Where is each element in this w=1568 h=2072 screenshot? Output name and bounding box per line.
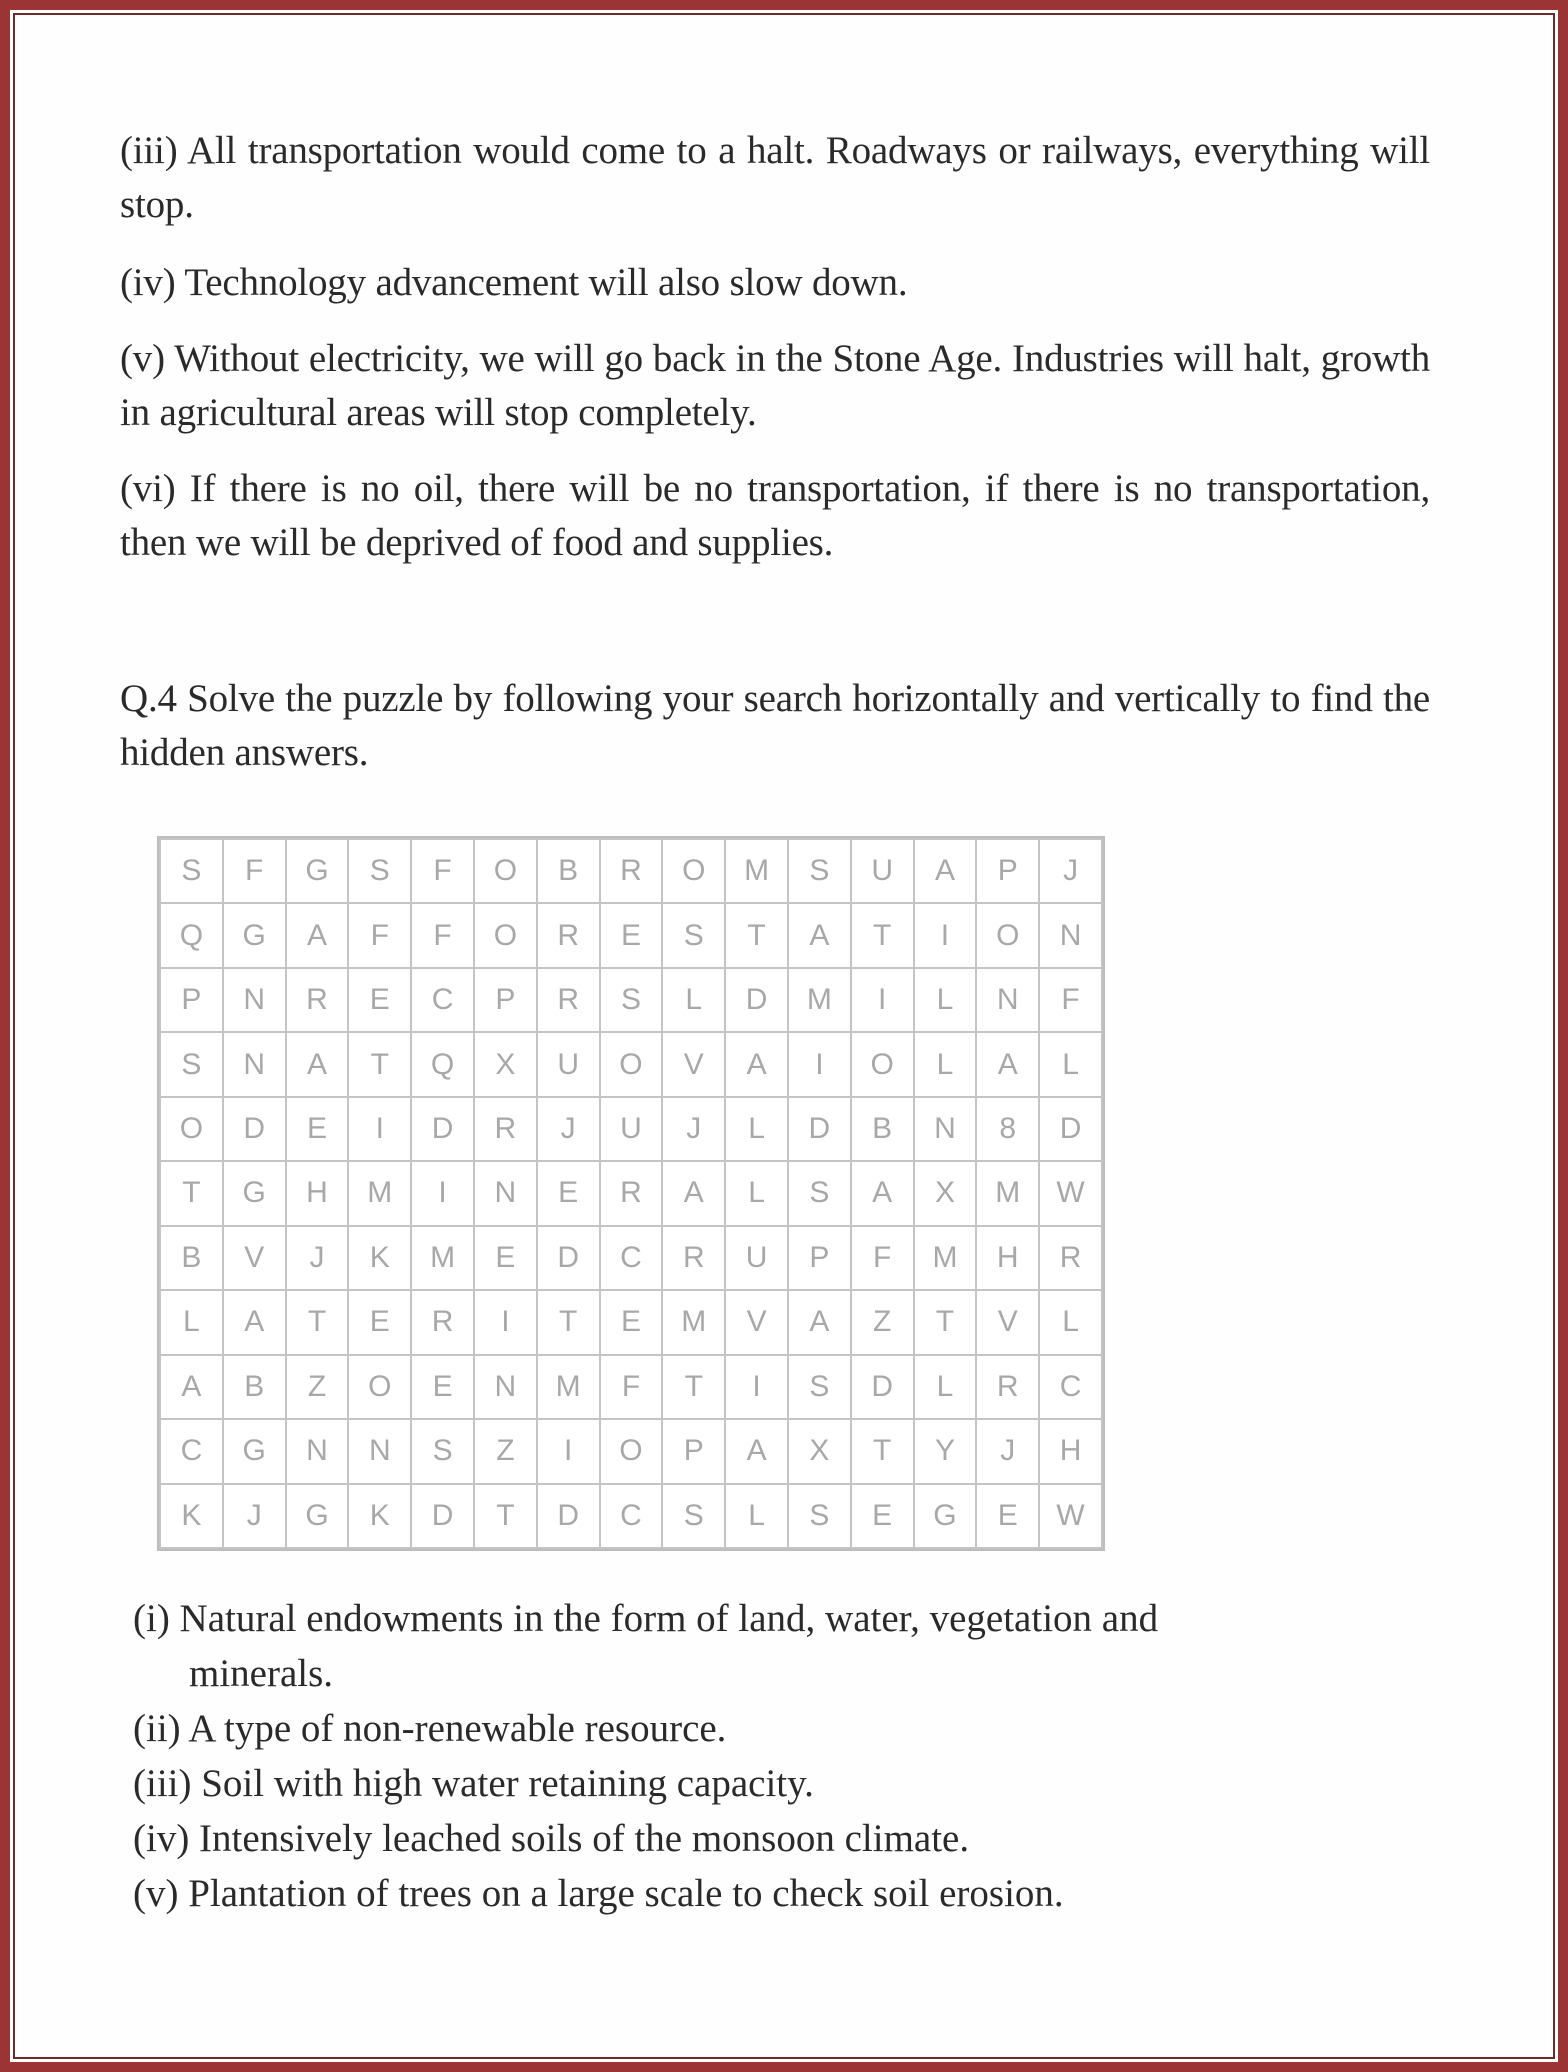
puzzle-cell[interactable]: F — [411, 903, 474, 967]
puzzle-cell[interactable]: S — [160, 839, 223, 903]
puzzle-row — [160, 839, 1102, 903]
answer-vi: (vi) If there is no oil, there will be no transportation, if there is no transportation, then we will be deprived of food and supplies. — [120, 467, 1430, 564]
puzzle-cell[interactable]: F — [851, 1226, 914, 1290]
puzzle-cell[interactable]: S — [662, 1484, 725, 1548]
puzzle-cell[interactable]: R — [662, 1226, 725, 1290]
puzzle-cell[interactable]: N — [286, 1419, 349, 1483]
clue-iv: (iv) Intensively leached soils of the monsoon climate. — [133, 1817, 970, 1860]
puzzle-cell[interactable]: G — [914, 1484, 977, 1548]
puzzle-cell[interactable]: X — [914, 1161, 977, 1225]
puzzle-cell[interactable]: E — [600, 903, 663, 967]
puzzle-cell[interactable]: M — [914, 1226, 977, 1290]
puzzle-cell[interactable]: L — [1039, 1032, 1102, 1096]
puzzle-cell[interactable]: K — [348, 1226, 411, 1290]
puzzle-cell[interactable]: P — [474, 968, 537, 1032]
puzzle-cell[interactable]: N — [348, 1419, 411, 1483]
puzzle-cell[interactable]: E — [286, 1097, 349, 1161]
puzzle-cell[interactable]: D — [537, 1226, 600, 1290]
puzzle-cell[interactable]: O — [348, 1355, 411, 1419]
puzzle-cell[interactable]: H — [286, 1161, 349, 1225]
answer-v: (v) Without electricity, we will go back in the Stone Age. Industries will halt, growth in agricultural areas will stop completely. — [120, 337, 1430, 434]
puzzle-cell[interactable]: P — [160, 968, 223, 1032]
puzzle-cell[interactable]: N — [223, 1032, 286, 1096]
puzzle-cell[interactable]: I — [474, 1290, 537, 1354]
puzzle-cell[interactable]: R — [600, 1161, 663, 1225]
puzzle-cell[interactable]: G — [286, 839, 349, 903]
puzzle-row — [160, 968, 1102, 1032]
question-4: Q.4 Solve the puzzle by following your search horizontally and vertically to find the hidden answers. — [120, 677, 1430, 774]
puzzle-cell[interactable]: A — [788, 903, 851, 967]
puzzle-cell[interactable]: A — [788, 1290, 851, 1354]
puzzle-cell[interactable]: T — [537, 1290, 600, 1354]
clue-i — [133, 1591, 1433, 1701]
puzzle-cell[interactable]: J — [1039, 839, 1102, 903]
puzzle-cell[interactable]: F — [223, 839, 286, 903]
puzzle-cell[interactable]: T — [914, 1290, 977, 1354]
clues-list — [133, 1591, 1433, 1921]
puzzle-cell[interactable]: V — [662, 1032, 725, 1096]
puzzle-cell[interactable]: M — [662, 1290, 725, 1354]
puzzle-cell[interactable]: Z — [474, 1419, 537, 1483]
puzzle-cell[interactable]: D — [411, 1484, 474, 1548]
puzzle-cell[interactable]: D — [537, 1484, 600, 1548]
puzzle-cell[interactable]: M — [725, 839, 788, 903]
puzzle-cell[interactable]: A — [851, 1161, 914, 1225]
clue-i-text: (i) Natural endowments in the form of land, water, vegetation and — [133, 1597, 1159, 1640]
puzzle-cell[interactable]: T — [286, 1290, 349, 1354]
puzzle-cell[interactable]: G — [223, 1419, 286, 1483]
puzzle-cell[interactable]: T — [348, 1032, 411, 1096]
puzzle-cell[interactable]: X — [474, 1032, 537, 1096]
puzzle-cell[interactable]: P — [788, 1226, 851, 1290]
puzzle-cell[interactable]: K — [160, 1484, 223, 1548]
puzzle-cell[interactable]: F — [1039, 968, 1102, 1032]
puzzle-cell[interactable]: U — [537, 1032, 600, 1096]
puzzle-cell[interactable]: B — [851, 1097, 914, 1161]
puzzle-cell[interactable]: O — [600, 1419, 663, 1483]
puzzle-cell[interactable]: N — [474, 1161, 537, 1225]
puzzle-row — [160, 1161, 1102, 1225]
puzzle-cell[interactable]: C — [160, 1419, 223, 1483]
word-search-grid — [157, 836, 1105, 1551]
puzzle-cell[interactable]: S — [662, 903, 725, 967]
puzzle-cell[interactable]: F — [348, 903, 411, 967]
puzzle-cell[interactable]: A — [725, 1032, 788, 1096]
puzzle-cell[interactable]: W — [1039, 1161, 1102, 1225]
puzzle-cell[interactable]: A — [160, 1355, 223, 1419]
puzzle-cell[interactable]: M — [788, 968, 851, 1032]
puzzle-cell[interactable]: 8 — [976, 1097, 1039, 1161]
puzzle-cell[interactable]: B — [160, 1226, 223, 1290]
puzzle-cell[interactable]: H — [1039, 1419, 1102, 1483]
puzzle-row — [160, 1226, 1102, 1290]
puzzle-cell[interactable]: S — [411, 1419, 474, 1483]
puzzle-cell[interactable]: O — [976, 903, 1039, 967]
puzzle-cell[interactable]: Z — [851, 1290, 914, 1354]
puzzle-cell[interactable]: W — [1039, 1484, 1102, 1548]
puzzle-cell[interactable]: S — [160, 1032, 223, 1096]
puzzle-cell[interactable]: S — [788, 1484, 851, 1548]
puzzle-cell[interactable]: Q — [160, 903, 223, 967]
puzzle-cell[interactable]: A — [914, 839, 977, 903]
puzzle-cell[interactable]: J — [223, 1484, 286, 1548]
puzzle-cell[interactable]: M — [976, 1161, 1039, 1225]
puzzle-cell[interactable]: C — [1039, 1355, 1102, 1419]
puzzle-cell[interactable]: T — [474, 1484, 537, 1548]
puzzle-cell[interactable]: V — [725, 1290, 788, 1354]
puzzle-cell[interactable]: A — [223, 1290, 286, 1354]
puzzle-cell[interactable]: E — [600, 1290, 663, 1354]
answers-section — [120, 124, 1430, 780]
puzzle-cell[interactable]: Y — [914, 1419, 977, 1483]
puzzle-cell[interactable]: O — [851, 1032, 914, 1096]
puzzle-cell[interactable]: R — [976, 1355, 1039, 1419]
puzzle-cell[interactable]: U — [725, 1226, 788, 1290]
puzzle-cell[interactable]: S — [788, 1355, 851, 1419]
clue-v: (v) Plantation of trees on a large scale to check soil erosion. — [133, 1872, 1064, 1915]
puzzle-cell[interactable]: O — [474, 839, 537, 903]
puzzle-cell[interactable]: D — [725, 968, 788, 1032]
puzzle-row — [160, 1290, 1102, 1354]
puzzle-cell[interactable]: R — [286, 968, 349, 1032]
puzzle-cell[interactable]: P — [662, 1419, 725, 1483]
puzzle-cell[interactable]: R — [411, 1290, 474, 1354]
puzzle-cell[interactable]: L — [914, 1355, 977, 1419]
puzzle-cell[interactable]: H — [976, 1226, 1039, 1290]
puzzle-cell[interactable]: J — [537, 1097, 600, 1161]
puzzle-cell[interactable]: I — [348, 1097, 411, 1161]
puzzle-cell[interactable]: L — [725, 1484, 788, 1548]
puzzle-cell[interactable]: G — [223, 1161, 286, 1225]
puzzle-row — [160, 1484, 1102, 1548]
puzzle-cell[interactable]: G — [286, 1484, 349, 1548]
puzzle-cell[interactable]: Z — [286, 1355, 349, 1419]
puzzle-cell[interactable]: L — [1039, 1290, 1102, 1354]
puzzle-cell[interactable]: O — [600, 1032, 663, 1096]
clue-ii: (ii) A type of non-renewable resource. — [133, 1707, 727, 1750]
puzzle-cell[interactable]: R — [1039, 1226, 1102, 1290]
puzzle-cell[interactable]: L — [725, 1161, 788, 1225]
puzzle-cell[interactable]: C — [600, 1226, 663, 1290]
answer-iv: (iv) Technology advancement will also slow down. — [120, 261, 908, 304]
puzzle-cell[interactable]: P — [976, 839, 1039, 903]
puzzle-row — [160, 903, 1102, 967]
puzzle-cell[interactable]: K — [348, 1484, 411, 1548]
puzzle-cell[interactable]: F — [411, 839, 474, 903]
clue-iii: (iii) Soil with high water retaining capacity. — [133, 1762, 814, 1805]
puzzle-cell[interactable]: A — [976, 1032, 1039, 1096]
puzzle-cell[interactable]: J — [286, 1226, 349, 1290]
puzzle-cell[interactable]: V — [223, 1226, 286, 1290]
puzzle-cell[interactable]: O — [662, 839, 725, 903]
puzzle-cell[interactable]: L — [160, 1290, 223, 1354]
puzzle-cell[interactable]: T — [851, 903, 914, 967]
puzzle-cell[interactable]: T — [851, 1419, 914, 1483]
puzzle-cell[interactable]: T — [725, 903, 788, 967]
puzzle-cell[interactable]: E — [348, 1290, 411, 1354]
puzzle-cell[interactable]: E — [348, 968, 411, 1032]
puzzle-cell[interactable]: B — [223, 1355, 286, 1419]
puzzle-cell[interactable]: I — [914, 903, 977, 967]
puzzle-cell[interactable]: J — [662, 1097, 725, 1161]
puzzle-cell[interactable]: C — [600, 1484, 663, 1548]
puzzle-cell[interactable]: N — [976, 968, 1039, 1032]
puzzle-cell[interactable]: N — [914, 1097, 977, 1161]
puzzle-cell[interactable]: I — [851, 968, 914, 1032]
puzzle-cell[interactable]: U — [600, 1097, 663, 1161]
puzzle-table — [159, 838, 1103, 1549]
puzzle-cell[interactable]: J — [976, 1419, 1039, 1483]
puzzle-cell[interactable]: D — [788, 1097, 851, 1161]
puzzle-cell[interactable]: E — [851, 1484, 914, 1548]
puzzle-cell[interactable]: A — [662, 1161, 725, 1225]
puzzle-cell[interactable]: L — [914, 968, 977, 1032]
puzzle-cell[interactable]: I — [788, 1032, 851, 1096]
puzzle-cell[interactable]: N — [474, 1355, 537, 1419]
puzzle-cell[interactable]: S — [788, 839, 851, 903]
puzzle-cell[interactable]: R — [537, 968, 600, 1032]
puzzle-cell[interactable]: M — [537, 1355, 600, 1419]
puzzle-cell[interactable]: T — [160, 1161, 223, 1225]
puzzle-cell[interactable]: T — [662, 1355, 725, 1419]
puzzle-cell[interactable]: S — [348, 839, 411, 903]
puzzle-cell[interactable]: X — [788, 1419, 851, 1483]
puzzle-cell[interactable]: B — [537, 839, 600, 903]
puzzle-row — [160, 1355, 1102, 1419]
puzzle-cell[interactable]: F — [600, 1355, 663, 1419]
puzzle-cell[interactable]: L — [725, 1097, 788, 1161]
puzzle-cell[interactable]: L — [914, 1032, 977, 1096]
puzzle-cell[interactable]: S — [788, 1161, 851, 1225]
puzzle-cell[interactable]: I — [725, 1355, 788, 1419]
puzzle-cell[interactable]: V — [976, 1290, 1039, 1354]
puzzle-row — [160, 1419, 1102, 1483]
puzzle-cell[interactable]: A — [286, 1032, 349, 1096]
puzzle-cell[interactable]: R — [600, 839, 663, 903]
puzzle-cell[interactable]: A — [286, 903, 349, 967]
puzzle-cell[interactable]: C — [411, 968, 474, 1032]
puzzle-cell[interactable]: L — [662, 968, 725, 1032]
puzzle-cell[interactable]: A — [725, 1419, 788, 1483]
puzzle-cell[interactable]: M — [411, 1226, 474, 1290]
puzzle-cell[interactable]: U — [851, 839, 914, 903]
puzzle-cell[interactable]: D — [411, 1097, 474, 1161]
puzzle-cell[interactable]: Q — [411, 1032, 474, 1096]
puzzle-cell[interactable]: D — [851, 1355, 914, 1419]
clue-i-continued: minerals. — [189, 1652, 334, 1695]
answer-iii: (iii) All transportation would come to a halt. Roadways or railways, everything will stop. — [120, 129, 1430, 226]
puzzle-cell[interactable]: N — [223, 968, 286, 1032]
puzzle-cell[interactable]: N — [1039, 903, 1102, 967]
puzzle-cell[interactable]: E — [976, 1484, 1039, 1548]
puzzle-cell[interactable]: D — [223, 1097, 286, 1161]
puzzle-cell[interactable]: I — [411, 1161, 474, 1225]
puzzle-cell[interactable]: M — [348, 1161, 411, 1225]
puzzle-cell[interactable]: E — [537, 1161, 600, 1225]
puzzle-cell[interactable]: O — [474, 903, 537, 967]
puzzle-cell[interactable]: R — [474, 1097, 537, 1161]
puzzle-row — [160, 1097, 1102, 1161]
puzzle-cell[interactable]: G — [223, 903, 286, 967]
puzzle-cell[interactable]: O — [160, 1097, 223, 1161]
puzzle-cell[interactable]: E — [411, 1355, 474, 1419]
puzzle-cell[interactable]: D — [1039, 1097, 1102, 1161]
puzzle-cell[interactable]: S — [600, 968, 663, 1032]
puzzle-cell[interactable]: R — [537, 903, 600, 967]
puzzle-cell[interactable]: I — [537, 1419, 600, 1483]
puzzle-row — [160, 1032, 1102, 1096]
puzzle-cell[interactable]: E — [474, 1226, 537, 1290]
